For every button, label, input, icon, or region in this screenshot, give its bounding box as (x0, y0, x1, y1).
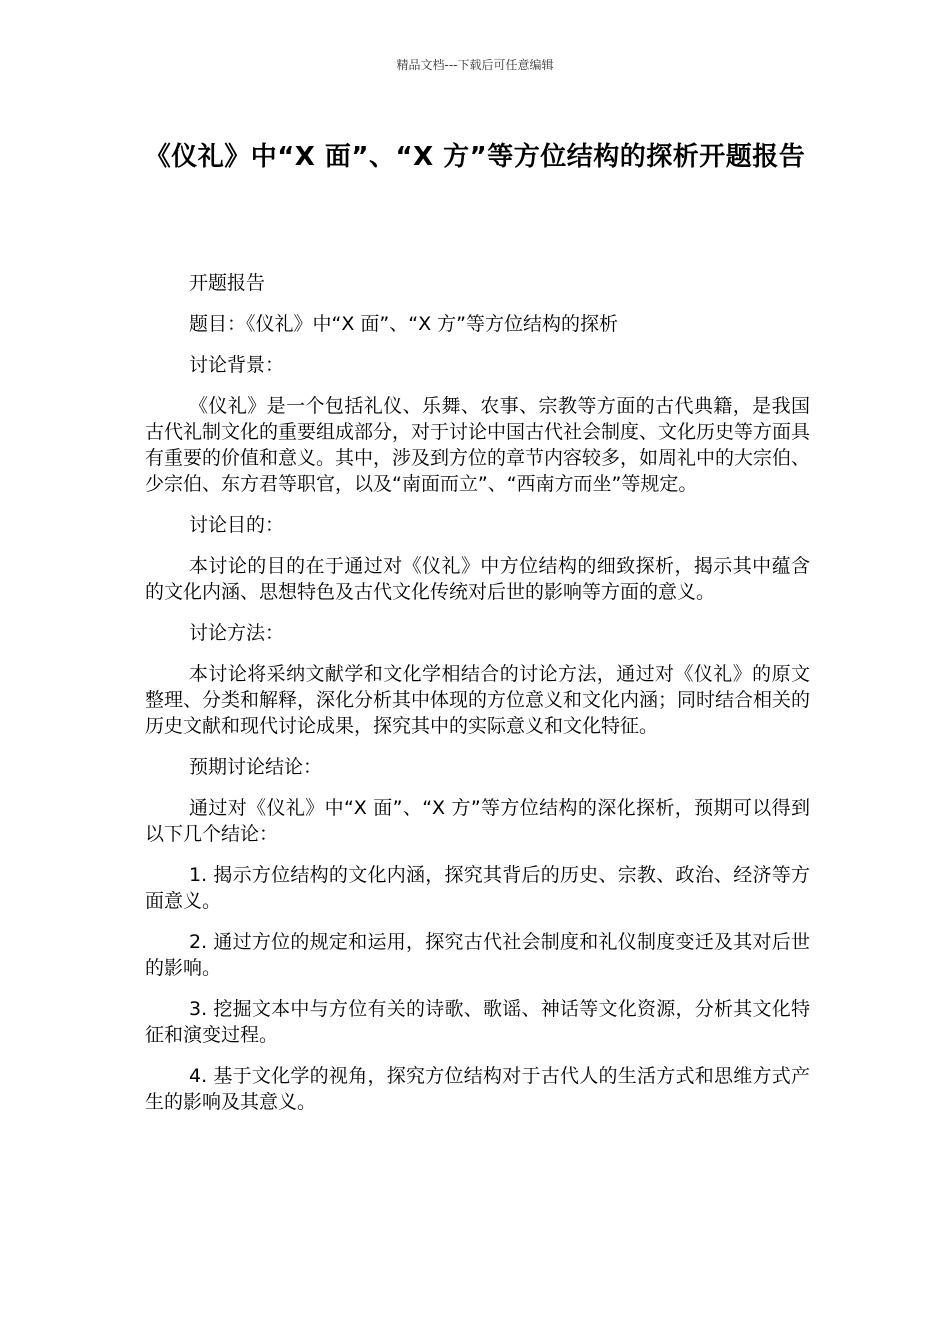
heading-background: 讨论背景： (189, 354, 285, 376)
paragraph-method: 本讨论将采纳文献学和文化学相结合的讨论方法，通过对《仪礼》的原文整理、分类和解释，深化分析其中体现的方位意义和文化内涵；同时结合相关的历史文献和现代讨论成果，探究其中的实际意义和文化特征。 (145, 663, 811, 737)
paragraph-report-label: 开题报告 (189, 272, 266, 294)
conclusion-item-1: 1. 揭示方位结构的文化内涵，探究其背后的历史、宗教、政治、经济等方面意义。 (145, 864, 810, 912)
heading-expected-conclusion: 预期讨论结论： (189, 756, 323, 778)
heading-purpose: 讨论目的： (189, 514, 285, 536)
paragraph-purpose: 本讨论的目的在于通过对《仪礼》中方位结构的细致探析，揭示其中蕴含的文化内涵、思想特色及古代文化传统对后世的影响等方面的意义。 (145, 555, 810, 603)
document-title: 《仪礼》中“X 面”、“X 方”等方位结构的探析开题报告 (144, 142, 806, 172)
conclusion-item-4: 4. 基于文化学的视角，探究方位结构对于古代人的生活方式和思维方式产生的影响及其意义。 (145, 1065, 810, 1113)
document-body (145, 270, 810, 1130)
paragraph-background: 《仪礼》是一个包括礼仪、乐舞、农事、宗教等方面的古代典籍，是我国古代礼制文化的重要组成部分，对于讨论中国古代社会制度、文化历史等方面具有重要的价值和意义。其中，涉及到方位的章节内容较多，如周礼中的大宗伯、少宗伯、东方君等职官，以及“南面而立”、“西南方而坐”等规定。 (145, 395, 811, 495)
paragraph-expected-conclusion: 通过对《仪礼》中“X 面”、“X 方”等方位结构的深化探析，预期可以得到以下几个结论： (145, 797, 810, 845)
conclusion-item-2: 2. 通过方位的规定和运用，探究古代社会制度和礼仪制度变迁及其对后世的影响。 (145, 931, 810, 979)
heading-method: 讨论方法： (189, 622, 285, 644)
header-note: 精品文档---下载后可任意编辑 (396, 58, 554, 72)
conclusion-item-3: 3. 挖掘文本中与方位有关的诗歌、歌谣、神话等文化资源，分析其文化特征和演变过程。 (145, 998, 810, 1046)
paragraph-topic: 题目：《仪礼》中“X 面”、“X 方”等方位结构的探析 (189, 313, 618, 335)
